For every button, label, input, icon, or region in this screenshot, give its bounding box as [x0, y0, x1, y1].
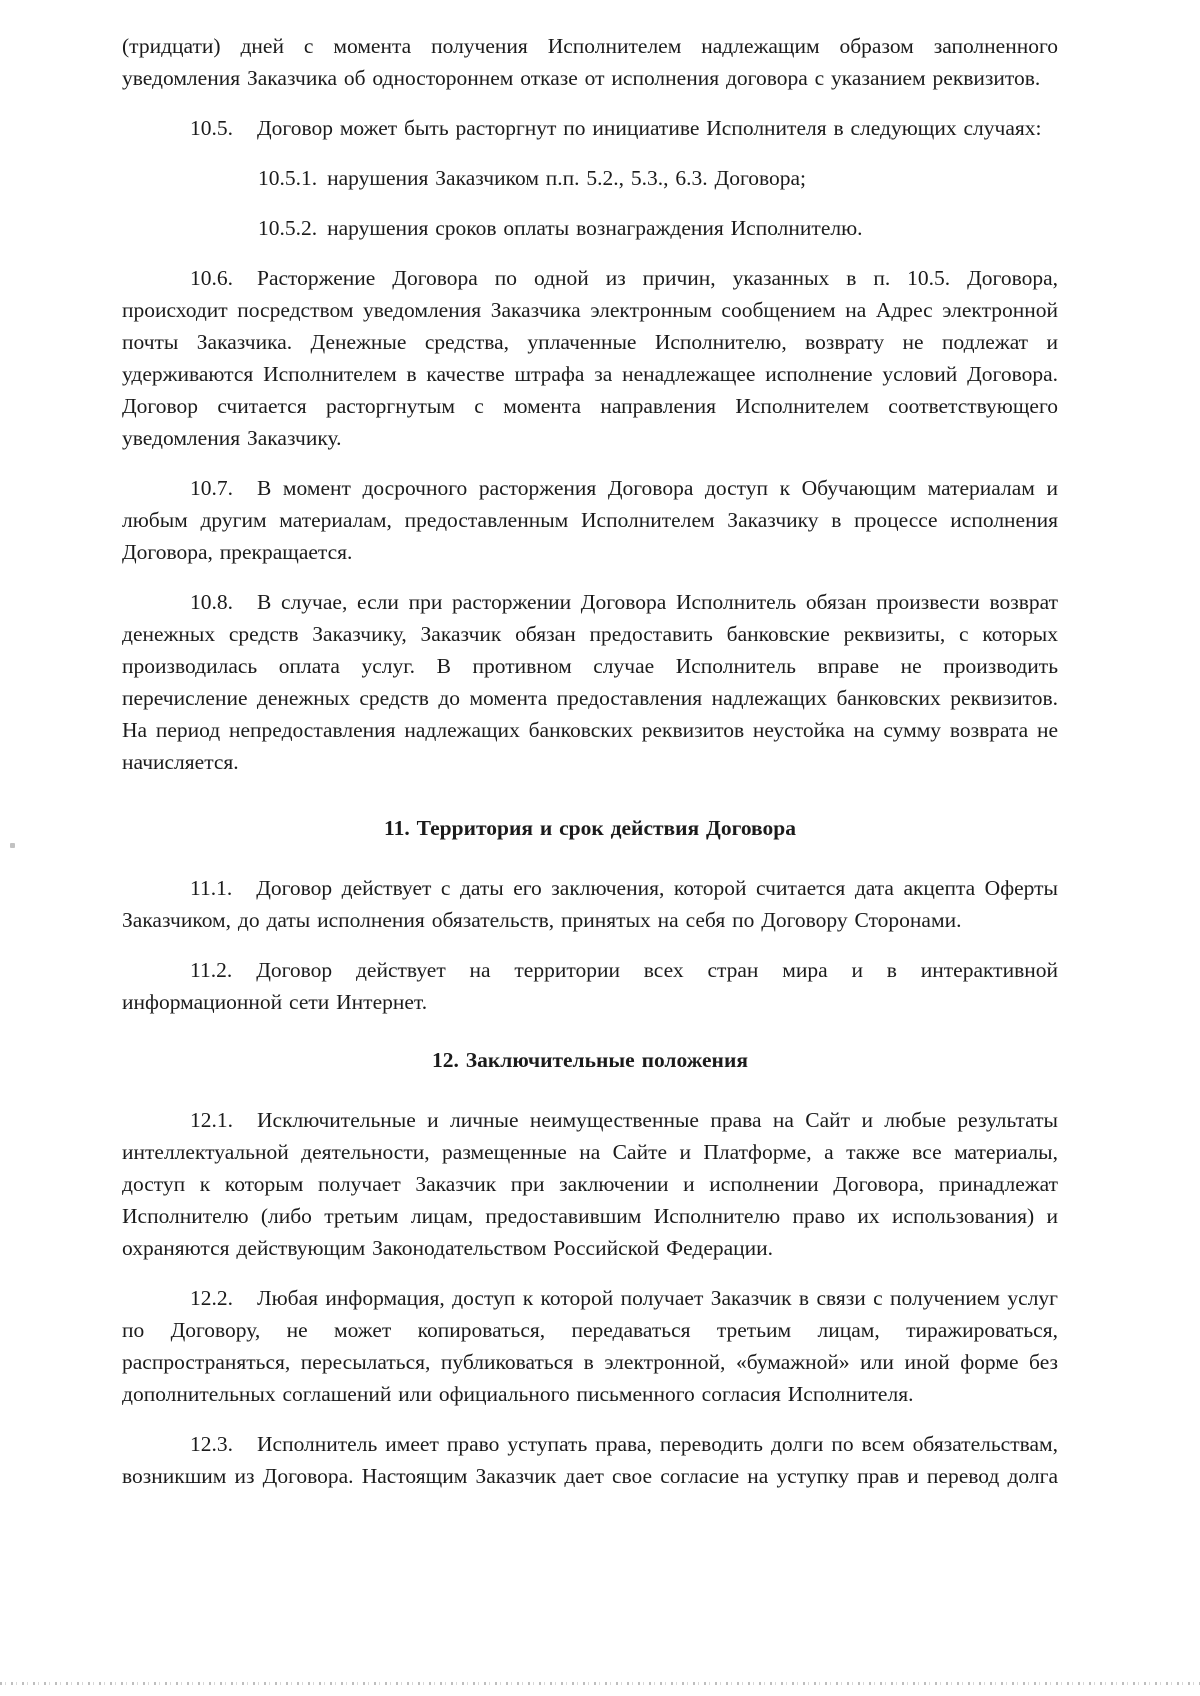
subclause-10-5-1	[122, 162, 1058, 194]
clause-11-1-number: 11.1.	[190, 876, 233, 900]
clause-12-3-text: Исполнитель имеет право уступать права, переводить долги по всем обязательствам, возникшим из Договора. Настоящим Заказчик дает свое согласие на уступку прав и перевод долга	[122, 1432, 1058, 1488]
clause-10-6-text: Расторжение Договора по одной из причин, указанных в п. 10.5. Договора, происходит посредством уведомления Заказчика электронным сообщением на Адрес электронной почты Заказчика. Денежные средства, уплаченные Исполнителю, возврату не подлежат и удерживаются Исполнителем в качестве штрафа за ненадлежащее исполнение условий Договора. Договор считается расторгнутым с момента направления Исполнителем соответствующего уведомления Заказчику.	[122, 266, 1058, 450]
scan-speck-artifact	[10, 843, 15, 848]
section-11-heading: 11. Территория и срок действия Договора	[384, 816, 796, 840]
clause-12-2-text: Любая информация, доступ к которой получает Заказчик в связи с получением услуг по Договору, не может копироваться, передаваться третьим лицам, тиражироваться, распространяться, пересылаться, публиковаться в электронной, «бумажной» или иной форме без дополнительных соглашений или официального письменного согласия Исполнителя.	[122, 1286, 1058, 1406]
subclause-10-5-1-text: нарушения Заказчиком п.п. 5.2., 5.3., 6.3. Договора;	[327, 166, 807, 190]
clause-12-1-text: Исключительные и личные неимущественные права на Сайт и любые результаты интеллектуальной деятельности, размещенные на Сайте и Платформе, а также все материалы, доступ к которым получает Заказчик при заключении и исполнении Договора, принадлежат Исполнителю (либо третьим лицам, предоставившим Исполнителю право их использования) и охраняются действующим Законодательством Российской Федерации.	[122, 1108, 1058, 1260]
clause-10-5	[122, 112, 1058, 144]
section-12-heading: 12. Заключительные положения	[432, 1048, 748, 1072]
subclause-10-5-1-number: 10.5.1.	[258, 166, 318, 190]
subclause-10-5-2-text: нарушения сроков оплаты вознаграждения Исполнителю.	[327, 216, 863, 240]
clause-10-7	[122, 472, 1058, 568]
clause-10-7-number: 10.7.	[190, 476, 233, 500]
clause-10-6	[122, 262, 1058, 454]
clause-11-1	[122, 872, 1058, 936]
clause-10-4-continuation-text: (тридцати) дней с момента получения Исполнителем надлежащим образом заполненного уведомления Заказчика об одностороннем отказе от исполнения договора с указанием реквизитов.	[122, 34, 1058, 90]
clause-10-8-text: В случае, если при расторжении Договора Исполнитель обязан произвести возврат денежных средств Заказчику, Заказчик обязан предоставить банковские реквизиты, с которых производилась оплата услуг. В противном случае Исполнитель вправе не производить перечисление денежных средств до момента предоставления надлежащих банковских реквизитов. На период непредоставления надлежащих банковских реквизитов неустойка на сумму возврата не начисляется.	[122, 590, 1058, 774]
clause-10-5-text: Договор может быть расторгнут по инициативе Исполнителя в следующих случаях:	[257, 116, 1042, 140]
clause-11-2-text: Договор действует на территории всех стран мира и в интерактивной информационной сети Интернет.	[122, 958, 1058, 1014]
clause-12-2	[122, 1282, 1058, 1410]
clause-12-3-number: 12.3.	[190, 1432, 233, 1456]
clause-10-5-number: 10.5.	[190, 116, 233, 140]
clause-12-1-number: 12.1.	[190, 1108, 233, 1132]
clause-12-1	[122, 1104, 1058, 1264]
subclause-10-5-2-number: 10.5.2.	[258, 216, 318, 240]
clause-10-8-number: 10.8.	[190, 590, 233, 614]
document-content	[122, 30, 1058, 1510]
clause-12-3	[122, 1428, 1058, 1492]
clause-10-7-text: В момент досрочного расторжения Договора доступ к Обучающим материалам и любым другим материалам, предоставленным Исполнителем Заказчику в процессе исполнения Договора, прекращается.	[122, 476, 1058, 564]
scan-edge-line-artifact	[0, 1682, 1200, 1685]
clause-11-2	[122, 954, 1058, 1018]
clause-10-6-number: 10.6.	[190, 266, 233, 290]
subclause-10-5-2	[122, 212, 1058, 244]
clause-11-2-number: 11.2.	[190, 958, 233, 982]
clause-12-2-number: 12.2.	[190, 1286, 233, 1310]
clause-10-8	[122, 586, 1058, 778]
clause-11-1-text: Договор действует с даты его заключения, которой считается дата акцепта Оферты Заказчиком, до даты исполнения обязательств, принятых на себя по Договору Сторонами.	[122, 876, 1058, 932]
